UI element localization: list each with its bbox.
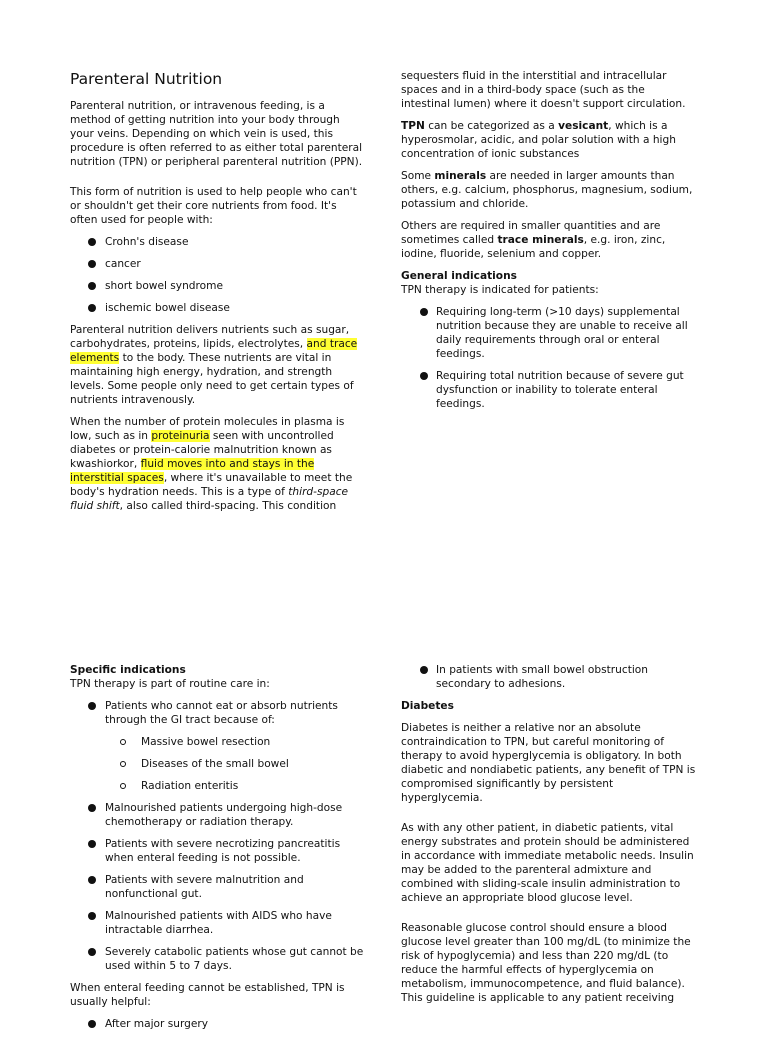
enteral-list <box>70 1017 366 1031</box>
specific-indications-heading: Specific indications <box>70 664 186 676</box>
text-span: seen with uncontrolled diabetes or protein-calorie malnutrition known as kwashiorkor, <box>70 430 334 470</box>
text-span: , also called third-spacing. This condition <box>119 500 337 512</box>
general-indications-heading: General indications <box>401 270 517 282</box>
list-item: Crohn's disease <box>70 235 366 249</box>
list-item: In patients with small bowel obstruction secondary to adhesions. <box>401 663 697 691</box>
bold-vesicant: vesicant <box>558 120 609 132</box>
text-span: , e.g. iron, zinc, iodine, fluoride, selenium and copper. <box>401 234 666 260</box>
sequesters-paragraph: sequesters fluid in the interstitial and intracellular spaces and in a third-body space (such as the intestinal lumen) where it doesn't support circulation. <box>401 70 686 110</box>
text-span: Some <box>401 170 435 182</box>
list-item: Requiring long-term (>10 days) supplemental nutrition because they are unable to receive all daily requirements through oral or enteral feedings. <box>401 305 697 361</box>
conditions-list <box>70 235 366 315</box>
text-span: Others are required in smaller quantities and are sometimes called <box>401 220 661 246</box>
obstruction-list <box>401 663 697 691</box>
enteral-paragraph: When enteral feeding cannot be established, TPN is usually helpful: <box>70 982 345 1008</box>
specific-indications-list-cont <box>70 801 366 973</box>
list-item <box>70 699 366 727</box>
text-span: Patients who cannot eat or absorb nutrients through the GI tract because of: <box>105 700 338 726</box>
emphasis-third-space: third-space fluid shift <box>70 486 349 512</box>
bottom-right-column <box>401 663 697 1013</box>
list-item: Patients with severe malnutrition and nonfunctional gut. <box>70 873 366 901</box>
trace-minerals-paragraph <box>401 219 697 261</box>
bold-minerals: minerals <box>434 170 487 182</box>
highlight-fluid-moves: fluid moves into and stays in the interstitial spaces <box>70 458 315 484</box>
minerals-paragraph <box>401 169 697 211</box>
list-item: Malnourished patients undergoing high-dose chemotherapy or radiation therapy. <box>70 801 366 829</box>
text-span: Parenteral nutrition delivers nutrients such as sugar, carbohydrates, proteins, lipids, electrolytes, <box>70 324 350 350</box>
bold-trace-minerals: trace minerals <box>497 234 584 246</box>
highlight-proteinuria: proteinuria <box>151 430 210 442</box>
text-span: , where it's unavailable to meet the body's hydration needs. This is a type of <box>70 472 353 498</box>
text-span: When the number of protein molecules in plasma is low, such as in <box>70 416 345 442</box>
diabetes-paragraph-1: Diabetes is neither a relative nor an absolute contraindication to TPN, but careful monitoring of therapy to avoid hyperglycemia is obligatory. In both diabetic and nondiabetic patients, any benefit of TPN is compromised significantly by persistent hyperglycemia. <box>401 722 696 804</box>
text-span: , which is a hyperosmolar, acidic, and polar solution with a high concentration of ionic substances <box>401 120 676 160</box>
list-item: Diseases of the small bowel <box>70 757 366 771</box>
list-item: short bowel syndrome <box>70 279 366 293</box>
list-item: Patients with severe necrotizing pancreatitis when enteral feeding is not possible. <box>70 837 366 865</box>
list-item: Massive bowel resection <box>70 735 366 749</box>
text-span: can be categorized as a <box>424 120 559 132</box>
nutrients-paragraph <box>70 323 366 407</box>
protein-paragraph <box>70 415 366 513</box>
highlight-trace-elements: and trace elements <box>70 338 358 364</box>
usage-paragraph: This form of nutrition is used to help people who can't or shouldn't get their core nutrients from food. It's often used for people with: <box>70 186 357 226</box>
general-indications-list <box>401 305 697 411</box>
list-item: Severely catabolic patients whose gut cannot be used within 5 to 7 days. <box>70 945 366 973</box>
text-span: are needed in larger amounts than others, e.g. calcium, phosphorus, magnesium, sodium, potassium and chloride. <box>401 170 693 210</box>
diabetes-paragraph-2: As with any other patient, in diabetic patients, vital energy substrates and protein should be administered in accordance with immediate metabolic needs. Insulin may be added to the parenteral admixture and combined with sliding-scale insulin administration to achieve an appropriate blood glucose level. <box>401 822 694 904</box>
vesicant-paragraph <box>401 119 697 161</box>
text-span: to the body. These nutrients are vital in maintaining high energy, hydration, and strength levels. Some people only need to get certain types of nutrients intravenously. <box>70 352 354 406</box>
bottom-left-column <box>70 663 366 1039</box>
diabetes-heading: Diabetes <box>401 700 454 712</box>
list-item: Requiring total nutrition because of severe gut dysfunction or inability to tolerate enteral feedings. <box>401 369 697 411</box>
diabetes-paragraph-3: Reasonable glucose control should ensure a blood glucose level greater than 100 mg/dL (to minimize the risk of hypoglycemia) and less than 220 mg/dL (to reduce the harmful effects of hyperglycemia on metabolism, immunocompetence, and fluid balance). This guideline is applicable to any patient receiving <box>401 922 691 1004</box>
list-item: ischemic bowel disease <box>70 301 366 315</box>
top-left-column <box>70 69 366 521</box>
intro-paragraph: Parenteral nutrition, or intravenous feeding, is a method of getting nutrition into your body through your veins. Depending on which vein is used, this procedure is often referred to as either total parenteral nutrition (TPN) or peripheral parenteral nutrition (PPN). <box>70 100 363 168</box>
gi-causes-sublist <box>70 735 366 793</box>
general-intro: TPN therapy is indicated for patients: <box>401 284 599 296</box>
list-item: Radiation enteritis <box>70 779 366 793</box>
page-title: Parenteral Nutrition <box>70 70 223 88</box>
specific-indications-list <box>70 699 366 727</box>
specific-intro: TPN therapy is part of routine care in: <box>70 678 270 690</box>
top-right-column <box>401 69 697 419</box>
list-item: After major surgery <box>70 1017 366 1031</box>
list-item: cancer <box>70 257 366 271</box>
list-item: Malnourished patients with AIDS who have intractable diarrhea. <box>70 909 366 937</box>
bold-tpn: TPN <box>401 120 425 132</box>
